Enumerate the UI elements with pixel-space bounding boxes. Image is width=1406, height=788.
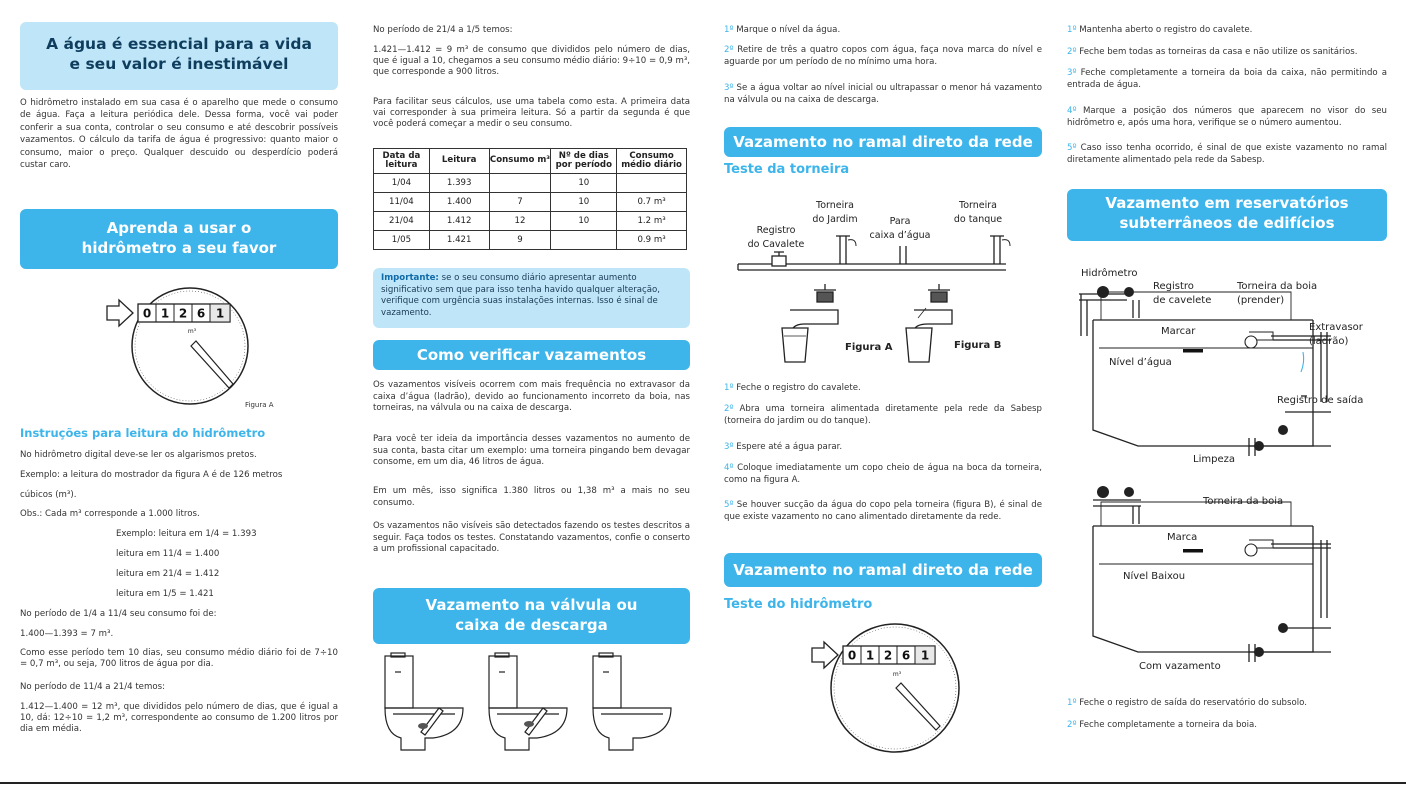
reservoir-line-1: Vazamento em reservatórios <box>1105 194 1349 212</box>
figure-a-caption: Figura A <box>845 342 893 353</box>
reservoir-step-2: 2º Feche completamente a torneira da boia. <box>1067 720 1258 730</box>
meter-digit: 2 <box>883 648 893 663</box>
reservoir-tank-1 <box>1079 292 1331 456</box>
label-boia: Torneira da boia <box>1203 496 1284 507</box>
header-line-2: e seu valor é inestimável <box>69 55 289 74</box>
bottom-rule <box>0 782 1406 784</box>
label-registro-1: Registro <box>1153 281 1194 292</box>
toilet-2-icon <box>489 653 567 750</box>
meter-digit: 2 <box>178 306 188 321</box>
label-com-vazamento: Com vazamento <box>1139 661 1221 672</box>
label-marca: Marca <box>1167 532 1198 543</box>
meter-step-4: 4º Marque a posição dos números que aparecem no visor do seu hidrômetro e, após uma hora, verifique se o número aumentou. <box>1067 106 1387 128</box>
ramal-box-1-title: Vazamento no ramal direto da rede <box>733 133 1033 151</box>
faucet-step-2: 2º Abra uma torneira alimentada diretamente pela rede da Sabesp (torneira do jardim ou do tanque). <box>724 404 1042 426</box>
important-label: Importante: <box>381 273 439 283</box>
table-cell: 21/04 <box>374 212 430 231</box>
table-cell: 11/04 <box>374 193 430 212</box>
table-cell <box>617 174 687 193</box>
table-cell: 1.393 <box>429 174 489 193</box>
toilet-illustrations <box>381 652 681 752</box>
meter-unit: m³ <box>892 671 902 678</box>
label-nivel: Nível d’água <box>1109 357 1172 368</box>
table-header: Data da leitura <box>374 149 430 174</box>
faucet-a-icon <box>782 284 838 362</box>
learn-meter-box <box>20 209 338 269</box>
example-line-2: leitura em 11/4 = 1.400 <box>116 549 220 559</box>
label-registro-2: de cavelete <box>1153 295 1212 306</box>
table-row <box>374 231 687 250</box>
meter-digit: 1 <box>865 648 875 663</box>
table-header: Nº de dias por período <box>551 149 617 174</box>
c2-period-line: No período de 21/4 a 1/5 temos: <box>373 25 513 35</box>
instructions-title: Instruções para leitura do hidrômetro <box>20 426 266 440</box>
table-row <box>374 212 687 231</box>
period-line-3: No período de 11/4 a 21/4 temos: <box>20 682 165 692</box>
ramal-box-2 <box>724 553 1042 587</box>
label-registro-saida: Registro de saída <box>1277 395 1364 406</box>
valve-leak-line-2: caixa de descarga <box>455 616 608 635</box>
table-cell <box>489 174 551 193</box>
table-cell: 1.412 <box>429 212 489 231</box>
meter-figure-test <box>810 618 980 758</box>
label-limpeza: Limpeza <box>1193 454 1235 465</box>
label-tanque-1: Torneira <box>959 200 997 211</box>
label-jardim-2: do Jardim <box>812 214 858 225</box>
learn-meter-line-1: Aprenda a usar o <box>106 219 252 237</box>
reservoir-figure-1 <box>1073 262 1387 474</box>
meter-digit: 0 <box>142 306 152 321</box>
c2-month-paragraph: Em um mês, isso significa 1.380 litros ou 1,38 m³ a mais no seu consumo. <box>373 486 690 508</box>
faucet-step-5: 5º Se houver sucção da água do copo pela torneira (figura B), é sinal de que existe vazamento no cano alimentado diretamente da rede. <box>724 500 1042 522</box>
reservoir-box <box>1067 189 1387 241</box>
meter-arrow-icon <box>107 300 133 326</box>
important-note <box>373 268 690 328</box>
instr-line-2: Exemplo: a leitura do mostrador da figura A é de 126 metros <box>20 470 283 480</box>
toilet-1-icon <box>385 653 463 750</box>
meter-digit-display <box>843 646 935 664</box>
meter-digit-display <box>138 304 230 322</box>
header-line-1: A água é essencial para a vida <box>46 35 312 53</box>
label-hidrometro: Hidrômetro <box>1081 268 1138 279</box>
meter-step-3: 3º Feche completamente a torneira da boia da caixa, não permitindo a entrada de água. <box>1067 68 1387 90</box>
c3-step-2: 2º Retire de três a quatro copos com água, faça nova marca do nível e aguarde por um período de no mínimo uma hora. <box>724 45 1042 67</box>
table-cell: 1/05 <box>374 231 430 250</box>
table-cell: 1.421 <box>429 231 489 250</box>
faucet-test-title: Teste da torneira <box>724 162 850 177</box>
meter-arrow-icon <box>812 642 838 668</box>
c2-tests-paragraph: Os vazamentos não visíveis são detectados fazendo os testes descritos a seguir. Faça todos os testes. Constatando vazamentos, confie o conserto a um profissional capacitado. <box>373 521 690 555</box>
instr-line-4: Obs.: Cada m³ corresponde a 1.000 litros. <box>20 509 200 519</box>
label-registro-1: Registro <box>756 225 796 236</box>
table-header: Consumo m³ <box>489 149 551 174</box>
meter-step-1: 1º Mantenha aberto o registro do cavalete. <box>1067 25 1253 35</box>
valve-leak-box <box>373 588 690 644</box>
example-line-4: leitura em 1/5 = 1.421 <box>116 589 214 599</box>
instr-line-3: cúbicos (m³). <box>20 490 77 500</box>
faucet-step-1: 1º Feche o registro do cavalete. <box>724 383 861 393</box>
table-cell: 7 <box>489 193 551 212</box>
learn-meter-line-2: hidrômetro a seu favor <box>81 239 277 258</box>
period-paragraph-1: Como esse período tem 10 dias, seu consumo médio diário foi de 7÷10 = 0,7 m³, ou seja, 700 litros de água por dia. <box>20 648 338 670</box>
label-boia-1: Torneira da boia <box>1237 281 1318 292</box>
table-cell: 10 <box>551 193 617 212</box>
toilet-3-icon <box>593 653 671 750</box>
label-extravasor-1: Extravasor <box>1309 322 1363 333</box>
label-caixa-2: caixa d’água <box>869 230 931 241</box>
figure-a-label: Figura A <box>245 401 274 409</box>
faucet-step-3: 3º Espere até a água parar. <box>724 442 843 452</box>
meter-step-2: 2º Feche bem todas as torneiras da casa e não utilize os sanitários. <box>1067 47 1358 57</box>
example-line-3: leitura em 21/4 = 1.412 <box>116 569 220 579</box>
label-jardim-1: Torneira <box>816 200 854 211</box>
important-text: se o seu consumo diário apresentar aumento significativo sem que para isso tenha havido qualquer alteração, verifique com urgência suas instalações internas. Isso é sinal de vazamento. <box>381 273 661 318</box>
meter-digit: 6 <box>901 648 911 663</box>
label-caixa-1: Para <box>889 216 911 227</box>
table-cell: 12 <box>489 212 551 231</box>
check-leaks-title: Como verificar vazamentos <box>416 346 647 364</box>
meter-unit: m³ <box>187 328 197 335</box>
meter-digit: 6 <box>196 306 206 321</box>
meter-dial <box>831 624 959 752</box>
label-registro-2: do Cavalete <box>747 239 805 250</box>
meter-step-5: 5º Caso isso tenha ocorrido, é sinal de que existe vazamento no ramal diretamente alimentado pela rede da Sabesp. <box>1067 143 1387 165</box>
reservoir-figure-2 <box>1073 478 1387 678</box>
meter-digit: 1 <box>215 306 225 321</box>
label-tanque-2: do tanque <box>953 214 1003 225</box>
period-line-2: 1.400—1.393 = 7 m³. <box>20 629 114 639</box>
label-extravasor-2: (ladrão) <box>1309 336 1349 347</box>
c3-step-1: 1º Marque o nível da água. <box>724 25 841 35</box>
table-cell: 10 <box>551 174 617 193</box>
table-header-row <box>374 149 687 174</box>
label-marcar: Marcar <box>1161 326 1196 337</box>
meter-test-title: Teste do hidrômetro <box>724 597 873 612</box>
faucet-test-figure <box>730 190 1030 370</box>
faucet-step-4: 4º Coloque imediatamente um copo cheio de água na boca da torneira, como na figura A. <box>724 463 1042 485</box>
c2-example-paragraph: Para você ter ideia da importância desses vazamentos no aumento de sua conta, basta citar um exemplo: uma torneira pingando bem devagar consome, em um dia, 46 litros de água. <box>373 434 690 468</box>
table-cell: 1.400 <box>429 193 489 212</box>
label-nivel-baixou: Nível Baixou <box>1123 571 1186 582</box>
c2-visible-leaks: Os vazamentos visíveis ocorrem com mais frequência no extravasor da caixa d’água (ladrão), devido ao funcionamento incorreto da boia, nas torneiras, na válvula ou na caixa de descarga. <box>373 380 690 414</box>
reservoir-step-1: 1º Feche o registro de saída do reservatório do subsolo. <box>1067 698 1307 708</box>
c2-calc-paragraph: 1.421—1.412 = 9 m³ de consumo que divididos pelo número de dias, que é igual a 10, chegamos a seu consumo médio diário: 9÷10 = 0,9 m³, que corresponde a 900 litros. <box>373 45 690 78</box>
table-header: Leitura <box>429 149 489 174</box>
c2-table-intro: Para facilitar seus cálculos, use uma tabela como esta. A primeira data vai corresponder à sua primeira leitura. Só a partir da segunda é que você poderá começar a medir o seu consumo. <box>373 97 690 130</box>
label-boia-2: (prender) <box>1237 295 1285 306</box>
meter-digit: 1 <box>160 306 170 321</box>
instr-line-1: No hidrômetro digital deve-se ler os algarismos pretos. <box>20 450 257 460</box>
period-line-1: No período de 1/4 a 11/4 seu consumo foi de: <box>20 609 217 619</box>
table-row <box>374 193 687 212</box>
figure-b-caption: Figura B <box>954 340 1002 351</box>
faucet-b-icon <box>906 284 952 362</box>
period-paragraph-2: 1.412—1.400 = 12 m³, que divididos pelo número de dias, que é igual a 10, dá: 12÷10 = 1,2 m³, correspondente ao consumo de 1.200 litros por dia em média. <box>20 702 338 735</box>
intro-paragraph: O hidrômetro instalado em sua casa é o aparelho que mede o consumo de água. Faça a leitura periódica dele. Dessa forma, você vai poder conferir a sua conta, controlar o seu consumo e até descobrir possíveis vazamentos. O cálculo da tarifa de água é progressivo: quanto maior o consumo, maior o preço. Qualquer descuido ou desperdício poderá custar caro. <box>20 98 338 171</box>
table-cell: 0.7 m³ <box>617 193 687 212</box>
c3-step-3: 3º Se a água voltar ao nível inicial ou ultrapassar o menor há vazamento na válvula ou na caixa de descarga. <box>724 83 1042 105</box>
ramal-box-2-title: Vazamento no ramal direto da rede <box>733 561 1033 579</box>
header-box <box>20 22 338 90</box>
table-cell: 0.9 m³ <box>617 231 687 250</box>
table-cell: 1.2 m³ <box>617 212 687 231</box>
table-cell: 9 <box>489 231 551 250</box>
meter-digit: 1 <box>920 648 930 663</box>
table-header: Consumo médio diário <box>617 149 687 174</box>
meter-digit: 0 <box>847 648 857 663</box>
table-row <box>374 174 687 193</box>
meter-figure-a <box>105 280 280 415</box>
table-cell: 10 <box>551 212 617 231</box>
ramal-box-1 <box>724 127 1042 157</box>
check-leaks-box <box>373 340 690 370</box>
valve-leak-line-1: Vazamento na válvula ou <box>425 596 638 614</box>
reading-table <box>373 148 687 250</box>
example-line-1: Exemplo: leitura em 1/4 = 1.393 <box>116 529 257 539</box>
table-cell: 1/04 <box>374 174 430 193</box>
reservoir-line-2: subterrâneos de edifícios <box>1119 214 1335 233</box>
table-cell <box>551 231 617 250</box>
